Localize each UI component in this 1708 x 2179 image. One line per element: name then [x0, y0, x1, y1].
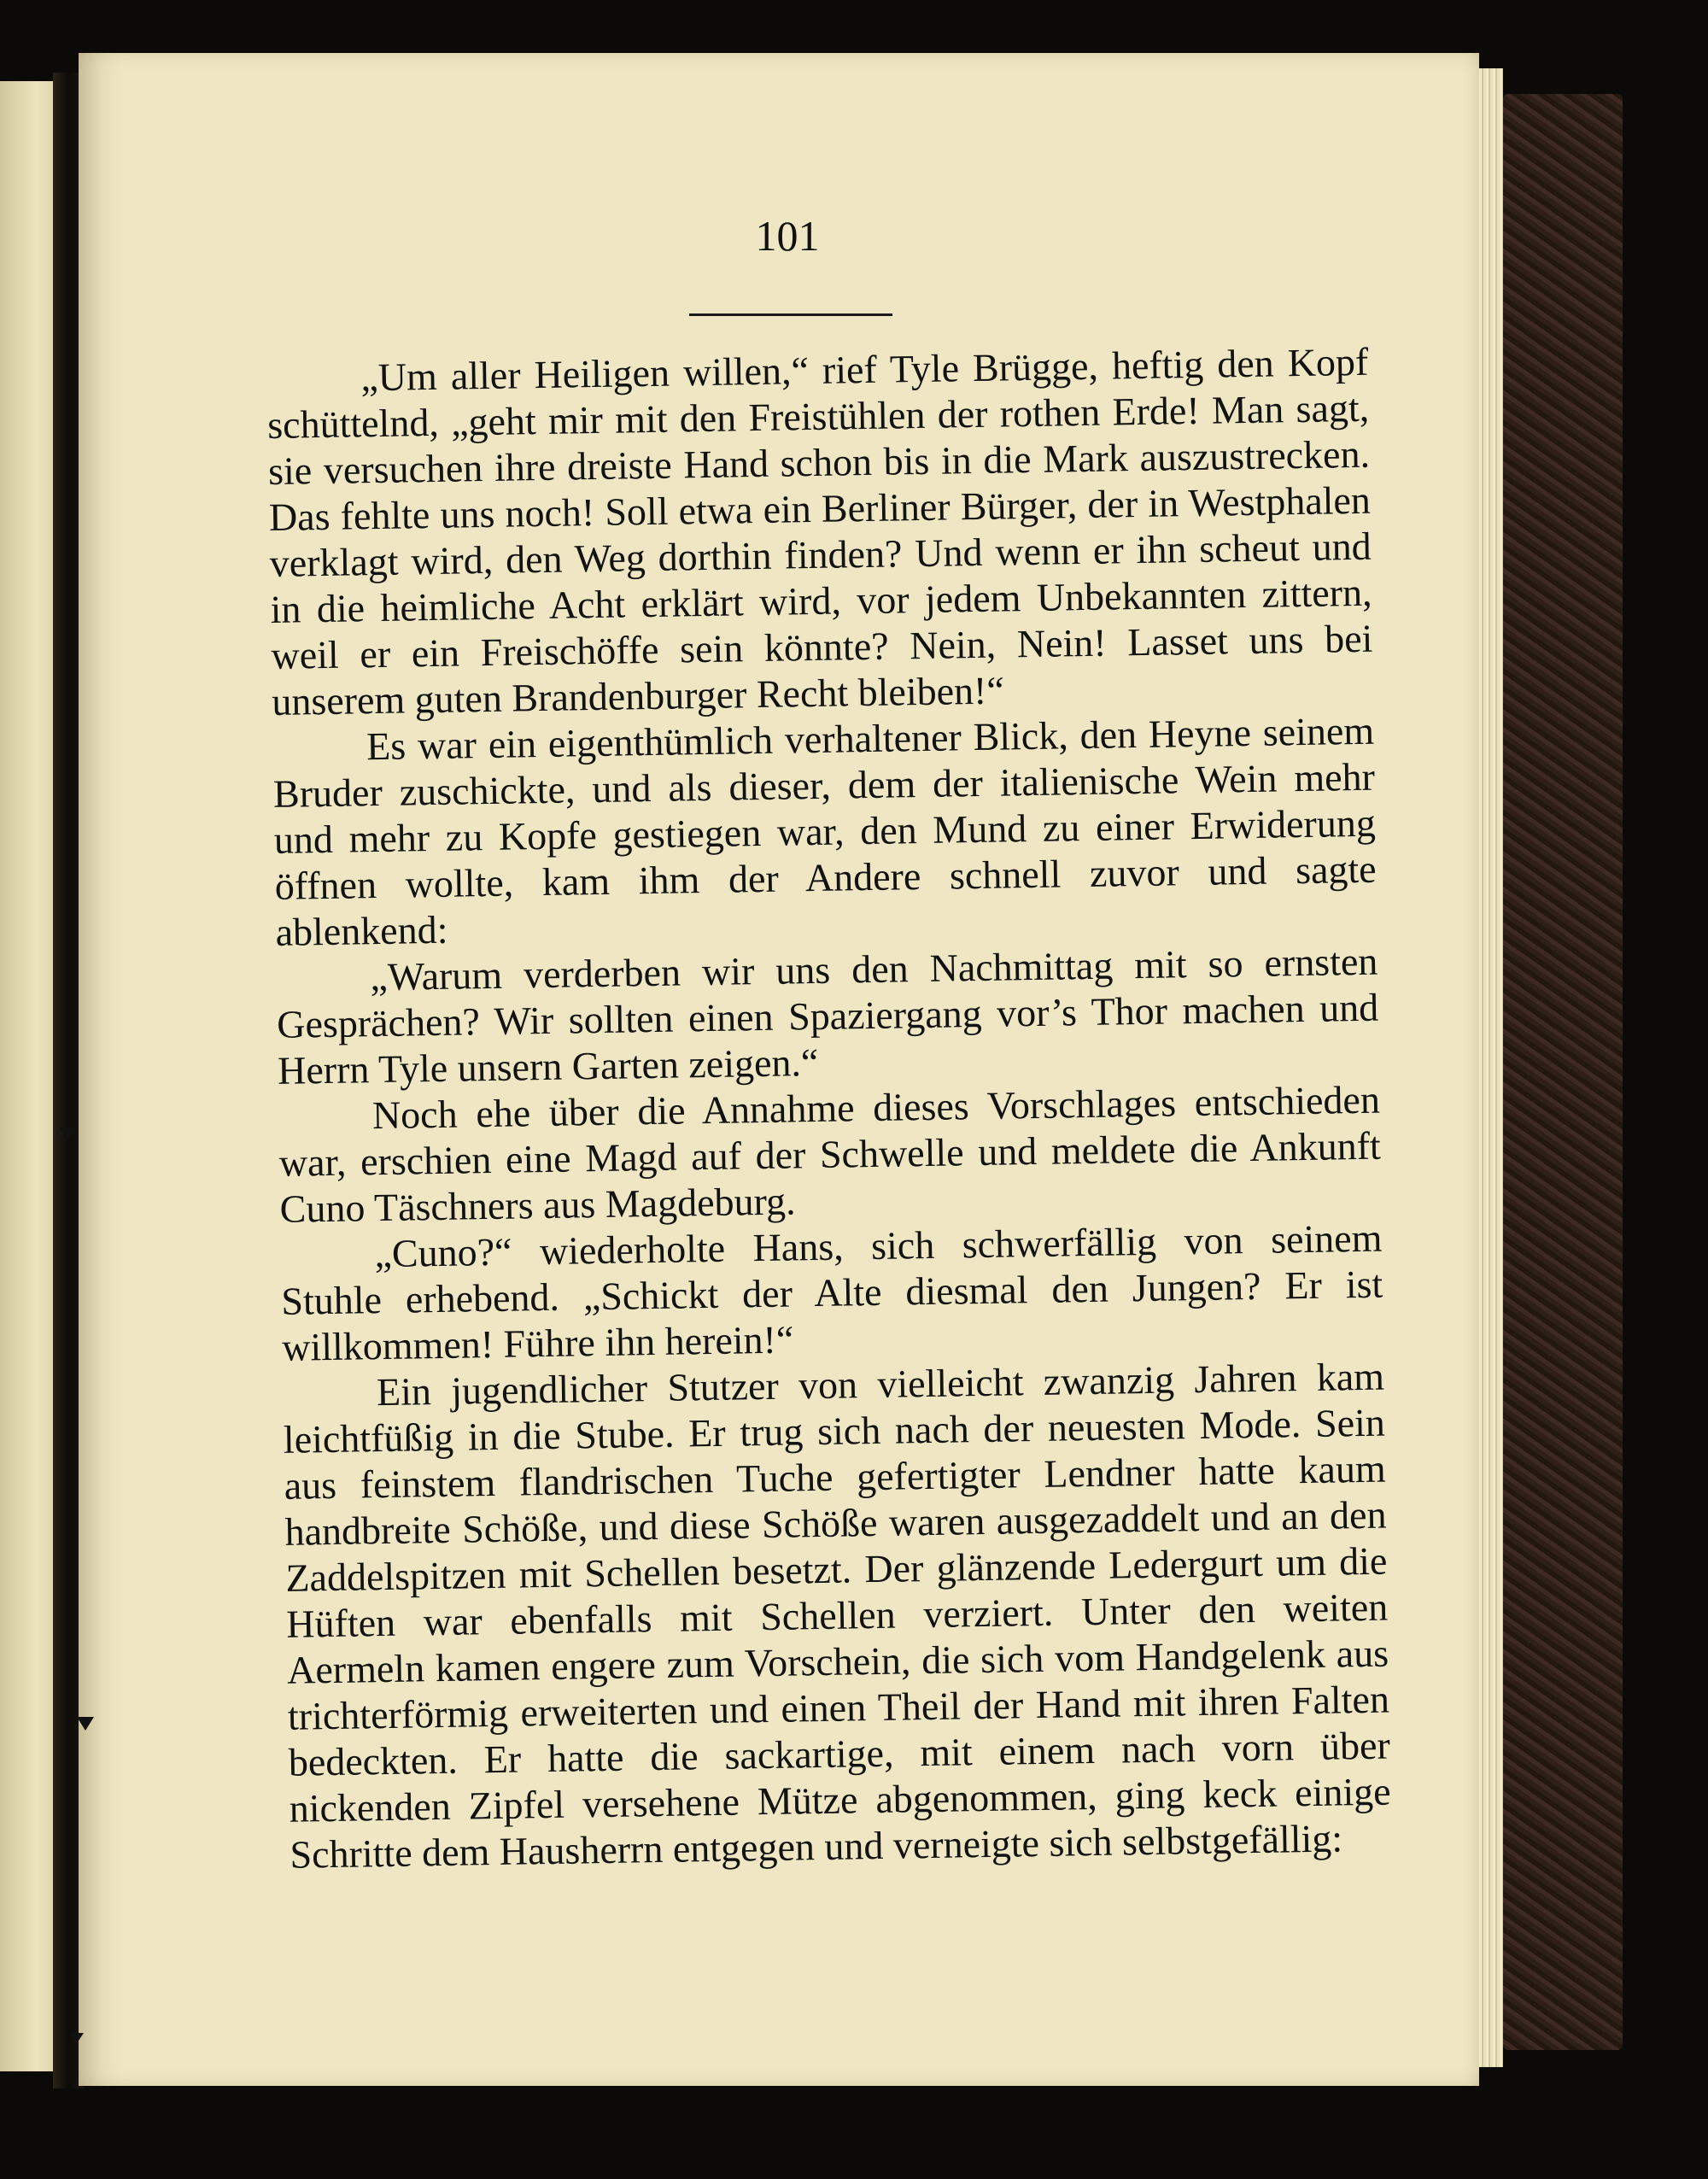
paragraph: „Um aller Heiligen willen,“ rief Tyle Brügge, heftig den Kopf schüttelnd, „geht mir mit den Freistühlen der rothen Erde! Man sagt, sie versuchen ihre dreiste Hand schon bis in die Mark auszustrecken. Das fehlte uns noch! Soll etwa ein Berliner Bürger, der in Westphalen verklagt wird, den Weg dorthin finden? Und wenn er ihn scheut und in die heimliche Acht erklärt wird, vor jedem Unbekannten zittern, weil er ein Freischöffe sein könnte? Nein, Nein! Lasset uns bei unserem guten Brandenburger Recht bleiben!“ [266, 339, 1373, 723]
page-text [266, 339, 1392, 1878]
paragraph: Ein jugendlicher Stutzer von vielleicht zwanzig Jahren kam leichtfüßig in die Stube. Er trug sich nach der neuesten Mode. Sein aus feinstem flandrischen Tuche gefertigter Lendner hatte kaum handbreite Schöße, und diese Schöße waren ausgezaddelt und an den Zaddelspitzen mit Schellen besetzt. Der glänzende Ledergurt um die Hüften war ebenfalls mit Schellen verziert. Unter den weiten Aermeln kamen engere zum Vorschein, die sich vom Handgelenk aus trichterförmig erweiterten und einen Theil der Hand mit ihren Falten bedeckten. Er hatte die sackartige, mit einem nach vorn über nickenden Zipfel versehene Mütze abgenommen, ging keck einige Schritte dem Hausherrn entgegen und verneigte sich selbstgefällig: [283, 1354, 1391, 1877]
book-cover [1503, 94, 1623, 2050]
paragraph: Es war ein eigenthümlich verhaltener Blick, den Heyne seinem Bruder zuschickte, und als dieser, dem der italienische Wein mehr und mehr zu Kopfe gestiegen war, den Mund zu einer Erwiderung öffnen wollte, kam ihm der Andere schnell zuvor und sagte ablenkend: [272, 708, 1377, 954]
margin-mark [60, 1128, 77, 1139]
margin-mark [70, 2033, 84, 2043]
page-number: 101 [755, 212, 820, 260]
margin-mark [77, 1717, 94, 1731]
book-page [79, 53, 1479, 2086]
header-rule [689, 313, 892, 316]
paragraph: „Warum verderben wir uns den Nachmittag mit so ernsten Gesprächen? Wir sollten einen Spaziergang vor’s Thor machen und Herrn Tyle unsern Garten zeigen.“ [276, 939, 1379, 1092]
paragraph: „Cuno?“ wiederholte Hans, sich schwerfällig von seinem Stuhle erhebend. „Schickt der Alte diesmal den Jungen? Er ist willkommen! Führe ihn herein!“ [280, 1215, 1383, 1369]
paragraph: Noch ehe über die Annahme dieses Vorschlages entschieden war, erschien eine Magd auf der Schwelle und meldete die Ankunft Cuno Täschners aus Magdeburg. [278, 1077, 1382, 1231]
